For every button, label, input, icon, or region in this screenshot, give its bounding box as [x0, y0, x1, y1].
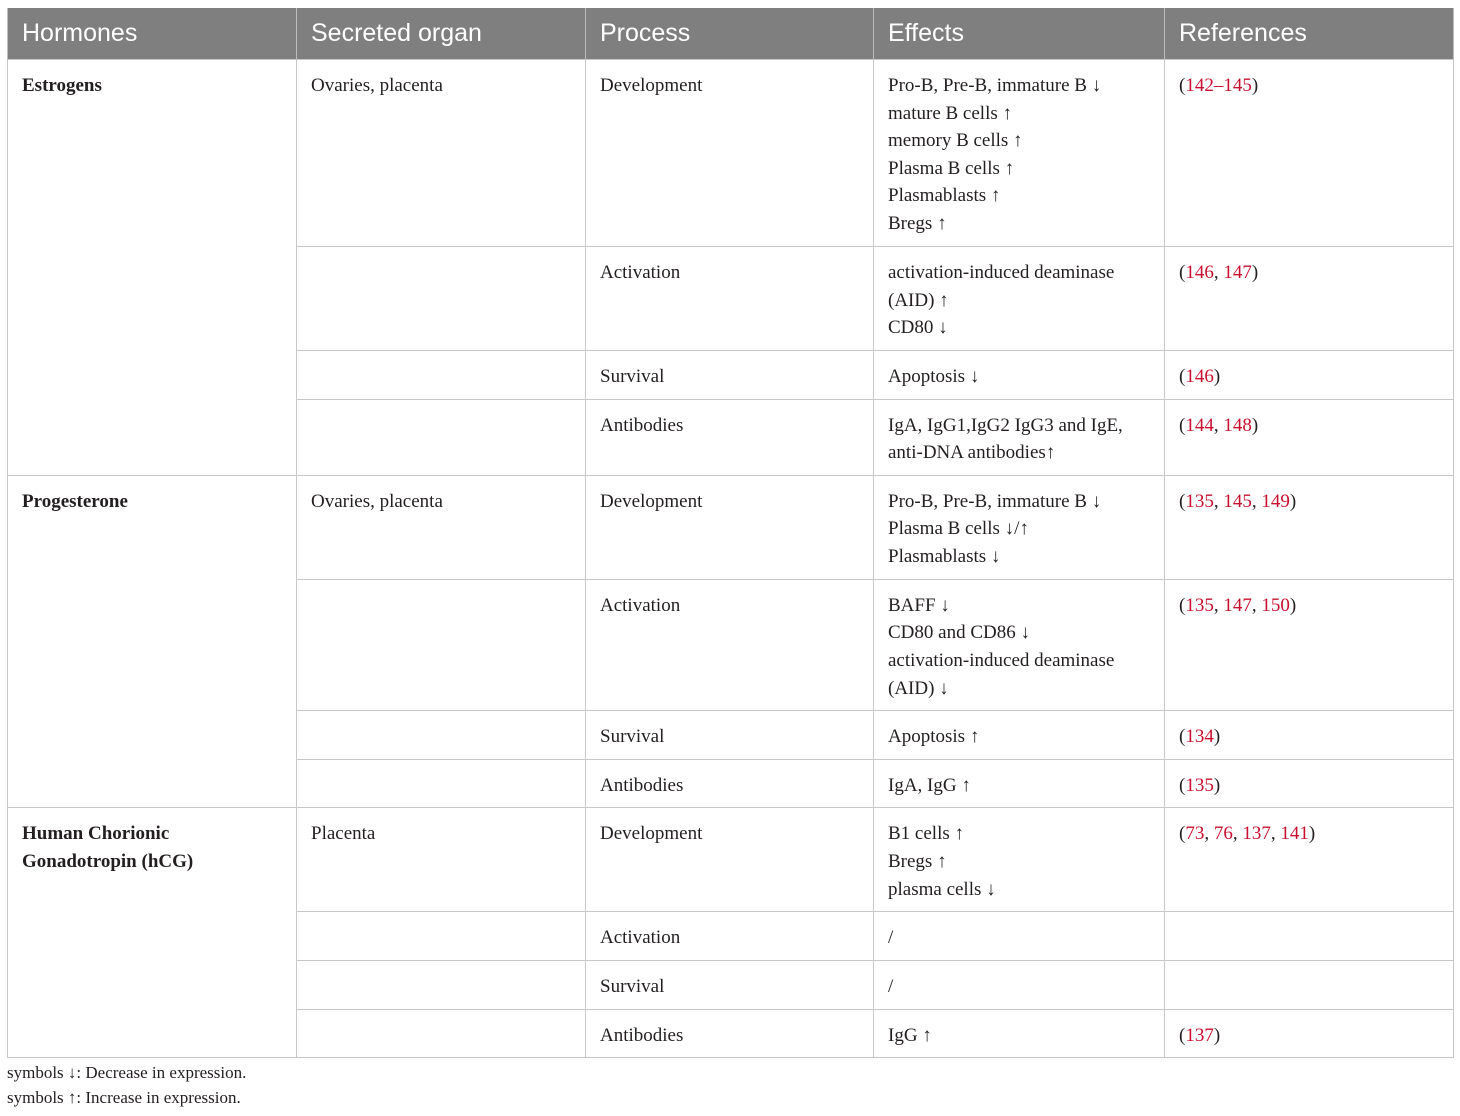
organ-cell [297, 960, 586, 1009]
reference-link[interactable]: 73 [1185, 823, 1205, 845]
header-secreted-organ: Secreted organ [297, 8, 586, 60]
references-cell [1165, 960, 1454, 1009]
process-cell: Development [586, 808, 874, 912]
process-cell: Antibodies [586, 399, 874, 475]
effects-cell [874, 808, 1165, 912]
effects-cell [874, 247, 1165, 351]
process-cell: Survival [586, 351, 874, 400]
hormone-cell [8, 399, 297, 475]
reference-link[interactable]: 76 [1213, 823, 1233, 845]
header-hormones: Hormones [8, 8, 297, 60]
effects-cell [874, 475, 1165, 579]
effect-line: Plasma B cells ↓/↑ [888, 518, 1029, 540]
hormone-cell [8, 351, 297, 400]
references-cell: (135, 145, 149) [1165, 475, 1454, 579]
table-row [8, 759, 1454, 808]
organ-cell [297, 351, 586, 400]
process-cell: Antibodies [586, 759, 874, 808]
table-row [8, 912, 1454, 961]
effect-line: CD80 and CD86 ↓ [888, 622, 1030, 644]
hormone-table [7, 8, 1454, 1058]
table-row [8, 399, 1454, 475]
process-cell: Survival [586, 711, 874, 760]
effect-line: / [888, 927, 894, 949]
hormone-cell [8, 711, 297, 760]
reference-link[interactable]: 146 [1185, 366, 1214, 387]
organ-cell: Placenta [297, 808, 586, 912]
reference-link[interactable]: 135 [1185, 490, 1214, 512]
process-cell: Development [586, 475, 874, 579]
process-cell: Antibodies [586, 1009, 874, 1058]
process-cell: Activation [586, 912, 874, 961]
references-cell: (73, 76, 137, 141) [1165, 808, 1454, 912]
effect-line: Plasmablasts ↓ [888, 545, 1001, 567]
table-row [8, 351, 1454, 400]
process-cell: Development [586, 60, 874, 247]
reference-link[interactable]: 147 [1223, 594, 1252, 616]
effect-line: mature B cells ↑ [888, 102, 1012, 124]
table-row [8, 475, 1454, 579]
table-row [8, 1009, 1454, 1058]
hormone-cell: Estrogens [8, 60, 297, 247]
effect-line: IgA, IgG ↑ [888, 774, 971, 796]
footnote-increase: symbols ↑: Increase in expression. [7, 1088, 241, 1107]
hormone-cell [8, 247, 297, 351]
effect-line: (AID) ↑ [888, 289, 949, 311]
hormone-cell: Human Chorionic Gonadotropin (hCG) [8, 808, 297, 912]
effect-line: activation-induced deaminase [888, 649, 1115, 671]
effect-line: / [888, 975, 894, 997]
effect-line: B1 cells ↑ [888, 823, 964, 845]
hormone-cell [8, 960, 297, 1009]
hormone-cell [8, 1009, 297, 1058]
effects-cell [874, 60, 1165, 247]
effects-cell [874, 399, 1165, 475]
organ-cell [297, 1009, 586, 1058]
effect-line: CD80 ↓ [888, 317, 948, 339]
effect-line: (AID) ↓ [888, 677, 949, 699]
references-cell: (135, 147, 150) [1165, 579, 1454, 710]
organ-cell [297, 711, 586, 760]
table-row [8, 247, 1454, 351]
header-process: Process [586, 8, 874, 60]
effect-line: IgG ↑ [888, 1024, 932, 1046]
references-cell [1165, 912, 1454, 961]
header-effects: Effects [874, 8, 1165, 60]
effects-cell [874, 711, 1165, 760]
table-row [8, 808, 1454, 912]
effect-line: memory B cells ↑ [888, 130, 1023, 152]
effects-cell [874, 759, 1165, 808]
table-row [8, 60, 1454, 247]
organ-cell [297, 759, 586, 808]
references-cell: (144, 148) [1165, 399, 1454, 475]
references-cell: (142–145) [1165, 60, 1454, 247]
reference-link[interactable]: 148 [1223, 414, 1252, 436]
table-row [8, 960, 1454, 1009]
hormone-cell [8, 759, 297, 808]
effect-line: Plasmablasts ↑ [888, 185, 1001, 207]
organ-cell [297, 247, 586, 351]
effects-cell [874, 1009, 1165, 1058]
effect-line: anti-DNA antibodies↑ [888, 442, 1056, 464]
organ-cell [297, 579, 586, 710]
table-row [8, 579, 1454, 710]
organ-cell: Ovaries, placenta [297, 475, 586, 579]
organ-cell [297, 912, 586, 961]
hormone-cell [8, 912, 297, 961]
table-body [8, 60, 1454, 1058]
effects-cell [874, 912, 1165, 961]
effect-line: Pro-B, Pre-B, immature B ↓ [888, 75, 1102, 96]
references-cell: (135) [1165, 759, 1454, 808]
effect-line: Bregs ↑ [888, 850, 947, 872]
effect-line: BAFF ↓ [888, 594, 950, 616]
effect-line: Pro-B, Pre-B, immature B ↓ [888, 490, 1102, 512]
hormone-cell [8, 579, 297, 710]
reference-link[interactable]: 135 [1185, 594, 1214, 616]
organ-cell: Ovaries, placenta [297, 60, 586, 247]
reference-link[interactable]: 149 [1261, 490, 1290, 512]
effects-cell [874, 579, 1165, 710]
reference-link[interactable]: 141 [1280, 823, 1309, 845]
references-cell: (137) [1165, 1009, 1454, 1058]
footnote-decrease: symbols ↓: Decrease in expression. [7, 1063, 247, 1082]
references-cell: (134) [1165, 711, 1454, 760]
process-cell: Activation [586, 579, 874, 710]
effect-line: Bregs ↑ [888, 212, 947, 234]
effect-line: Plasma B cells ↑ [888, 157, 1015, 179]
reference-link[interactable]: 147 [1223, 262, 1252, 283]
effect-line: Apoptosis ↓ [888, 366, 980, 387]
effect-line: activation-induced deaminase [888, 262, 1115, 283]
header-references: References [1165, 8, 1454, 60]
table-header-row [8, 8, 1454, 60]
reference-link[interactable]: 144 [1185, 414, 1214, 436]
organ-cell [297, 399, 586, 475]
reference-link[interactable]: 150 [1261, 594, 1290, 616]
reference-link[interactable]: 142–145 [1185, 75, 1252, 96]
reference-link[interactable]: 135 [1185, 774, 1214, 796]
effects-cell [874, 351, 1165, 400]
effect-line: plasma cells ↓ [888, 878, 996, 900]
reference-link[interactable]: 137 [1242, 823, 1271, 845]
hormone-cell: Progesterone [8, 475, 297, 579]
references-cell: (146) [1165, 351, 1454, 400]
reference-link[interactable]: 145 [1223, 490, 1252, 512]
references-cell: (146, 147) [1165, 247, 1454, 351]
reference-link[interactable]: 137 [1185, 1024, 1214, 1046]
reference-link[interactable]: 134 [1185, 726, 1214, 748]
effects-cell [874, 960, 1165, 1009]
process-cell: Activation [586, 247, 874, 351]
reference-link[interactable]: 146 [1185, 262, 1214, 283]
effect-line: Apoptosis ↑ [888, 726, 980, 748]
process-cell: Survival [586, 960, 874, 1009]
table-row [8, 711, 1454, 760]
effect-line: IgA, IgG1,IgG2 IgG3 and IgE, [888, 414, 1123, 436]
